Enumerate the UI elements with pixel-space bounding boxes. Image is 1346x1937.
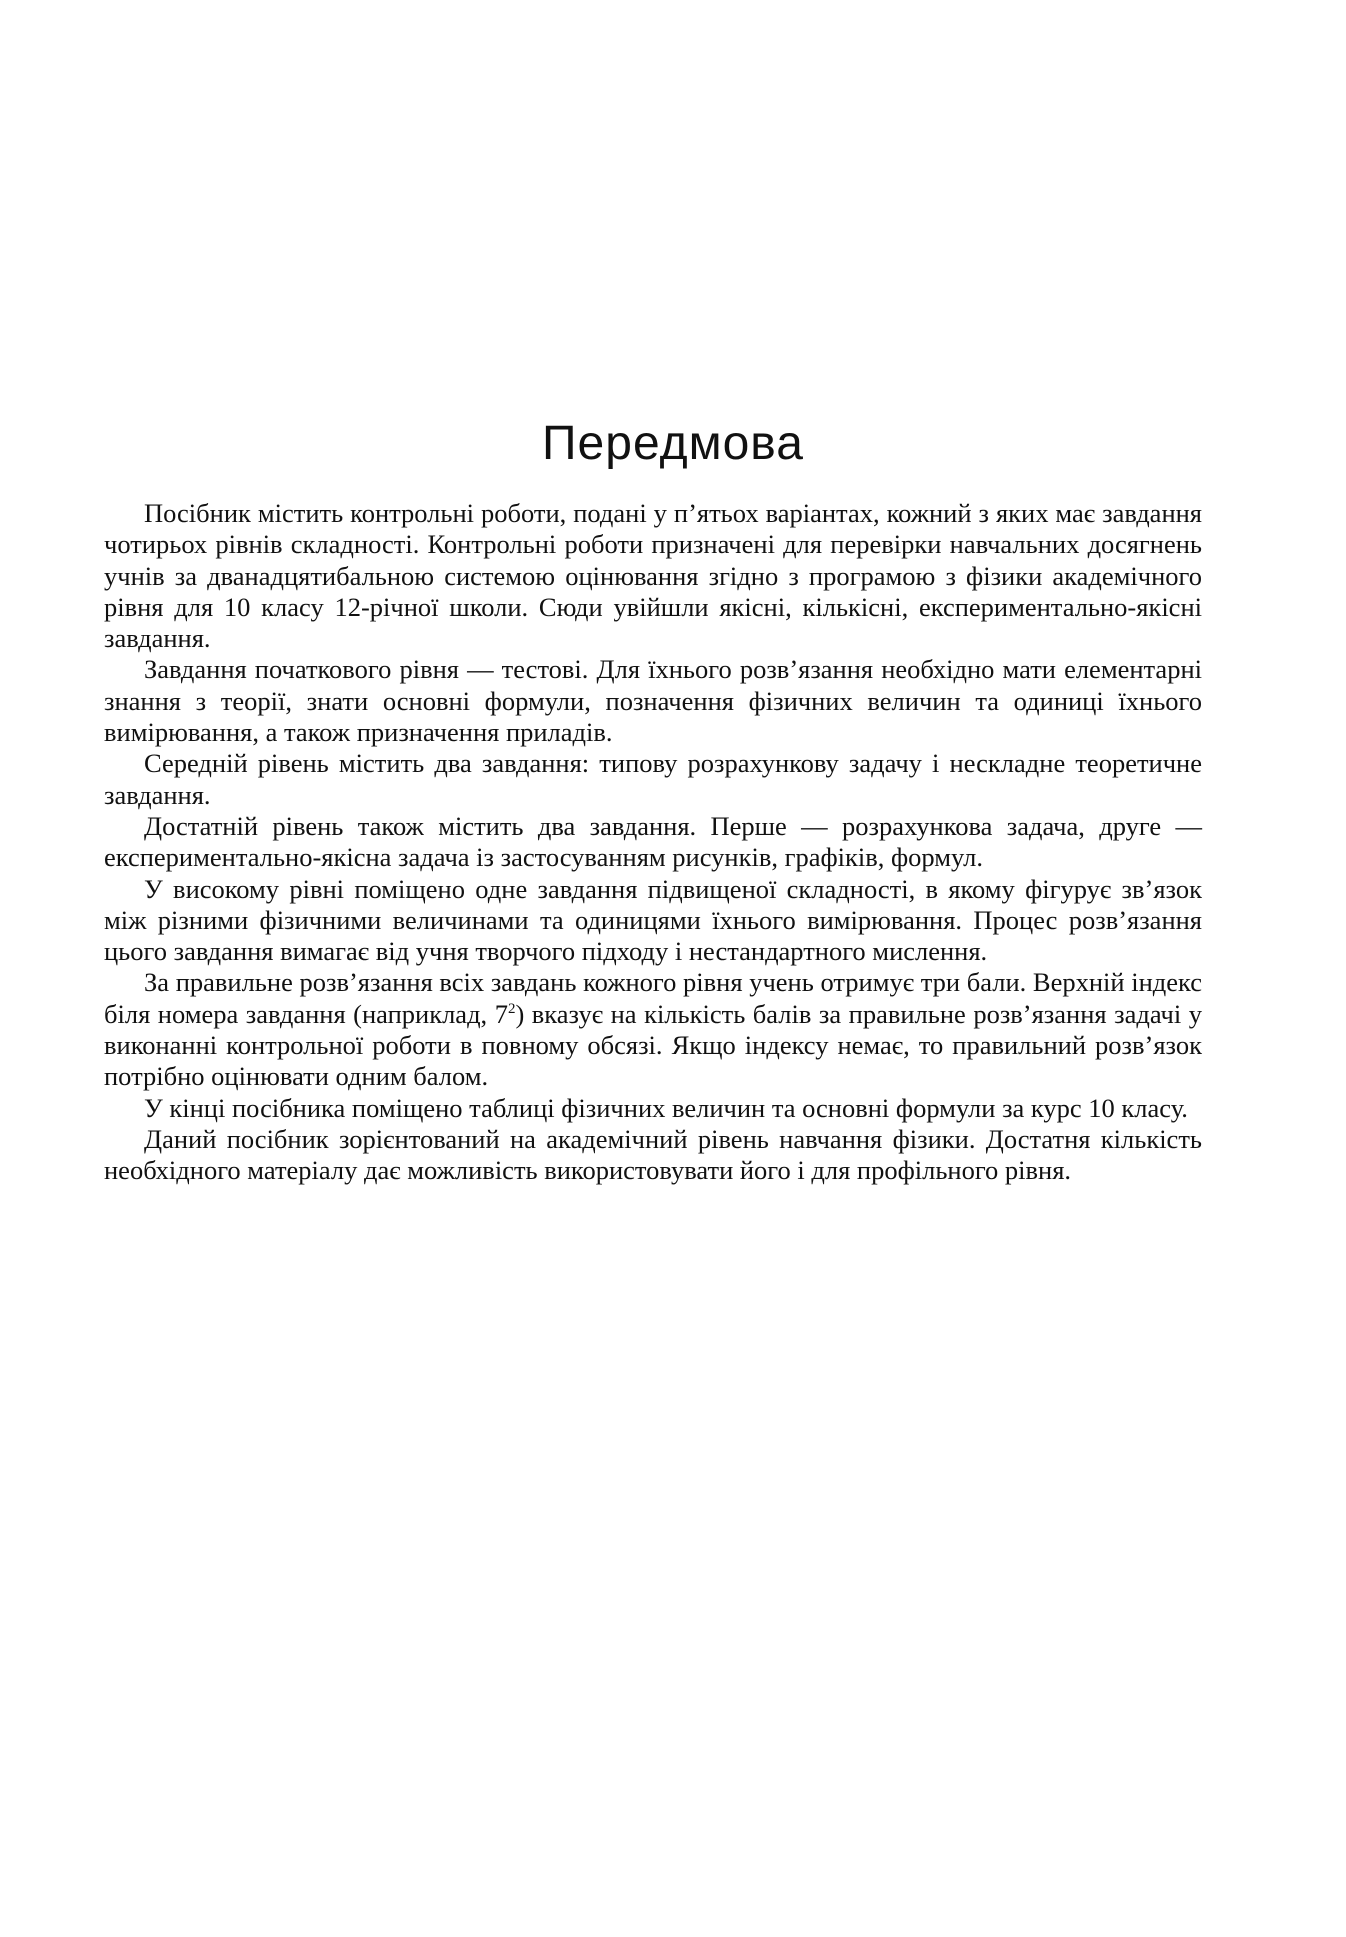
paragraph-5: У високому рівні поміщено одне завдання підвищеної складності, в якому фігурує зв’язок між різними фізичними величинами та одиницями їхнього вимірювання. Процес розв’язання цього завдання вимагає від учня творчого підходу і нестандартного мислення. bbox=[104, 873, 1202, 967]
paragraph-7: У кінці посібника поміщено таблиці фізичних величин та основні формули за курс 10 класу. bbox=[144, 1092, 1188, 1123]
paragraph-1: Посібник містить контрольні роботи, подані у п’ятьох варіантах, кожний з яких має завдання чотирьох рівнів складності. Контрольні роботи призначені для перевірки навчальних досягнень учнів за дванадцятибальною системою оцінювання згідно з програмою з фізики академічного рівня для 10 класу 12-річної школи. Сюди увійшли якісні, кількісні, експериментально-якісні завдання. bbox=[104, 498, 1202, 654]
paragraph-4: Достатній рівень також містить два завдання. Перше — розрахункова задача, друге — експериментально-якісна задача із застосуванням рисунків, графіків, формул. bbox=[104, 810, 1202, 873]
paragraph-8: Даний посібник зорієнтований на академічний рівень навчання фізики. Достатня кількість необхідного матеріалу дає можливість використовувати його і для профільного рівня. bbox=[104, 1123, 1202, 1186]
page-title: Передмова bbox=[542, 417, 804, 470]
paragraph-2: Завдання початкового рівня — тестові. Для їхнього розв’язання необхідно мати елементарні знання з теорії, знати основні формули, позначення фізичних величин та одиниці їхнього вимірювання, а також призначення приладів. bbox=[104, 654, 1202, 748]
preface-body bbox=[104, 498, 1202, 1187]
paragraph-6 bbox=[104, 967, 1202, 1092]
paragraph-6-text-after: ) вказує на кількість балів за правильне розв’язання задачі у виконанні контрольної роботи в повному обсязі. Якщо індексу немає, то правильний розв’язок потрібно оцінювати одним балом. bbox=[104, 998, 1202, 1092]
paragraph-6-text-before: За правильне розв’язання всіх завдань кожного рівня учень отримує три бали. Верхній індекс біля номера завдання (наприклад, 7 bbox=[104, 967, 1202, 1029]
paragraph-6-superscript: 2 bbox=[507, 1000, 516, 1017]
paragraph-3: Середній рівень містить два завдання: типову розрахункову задачу і нескладне теоретичне завдання. bbox=[104, 748, 1202, 810]
